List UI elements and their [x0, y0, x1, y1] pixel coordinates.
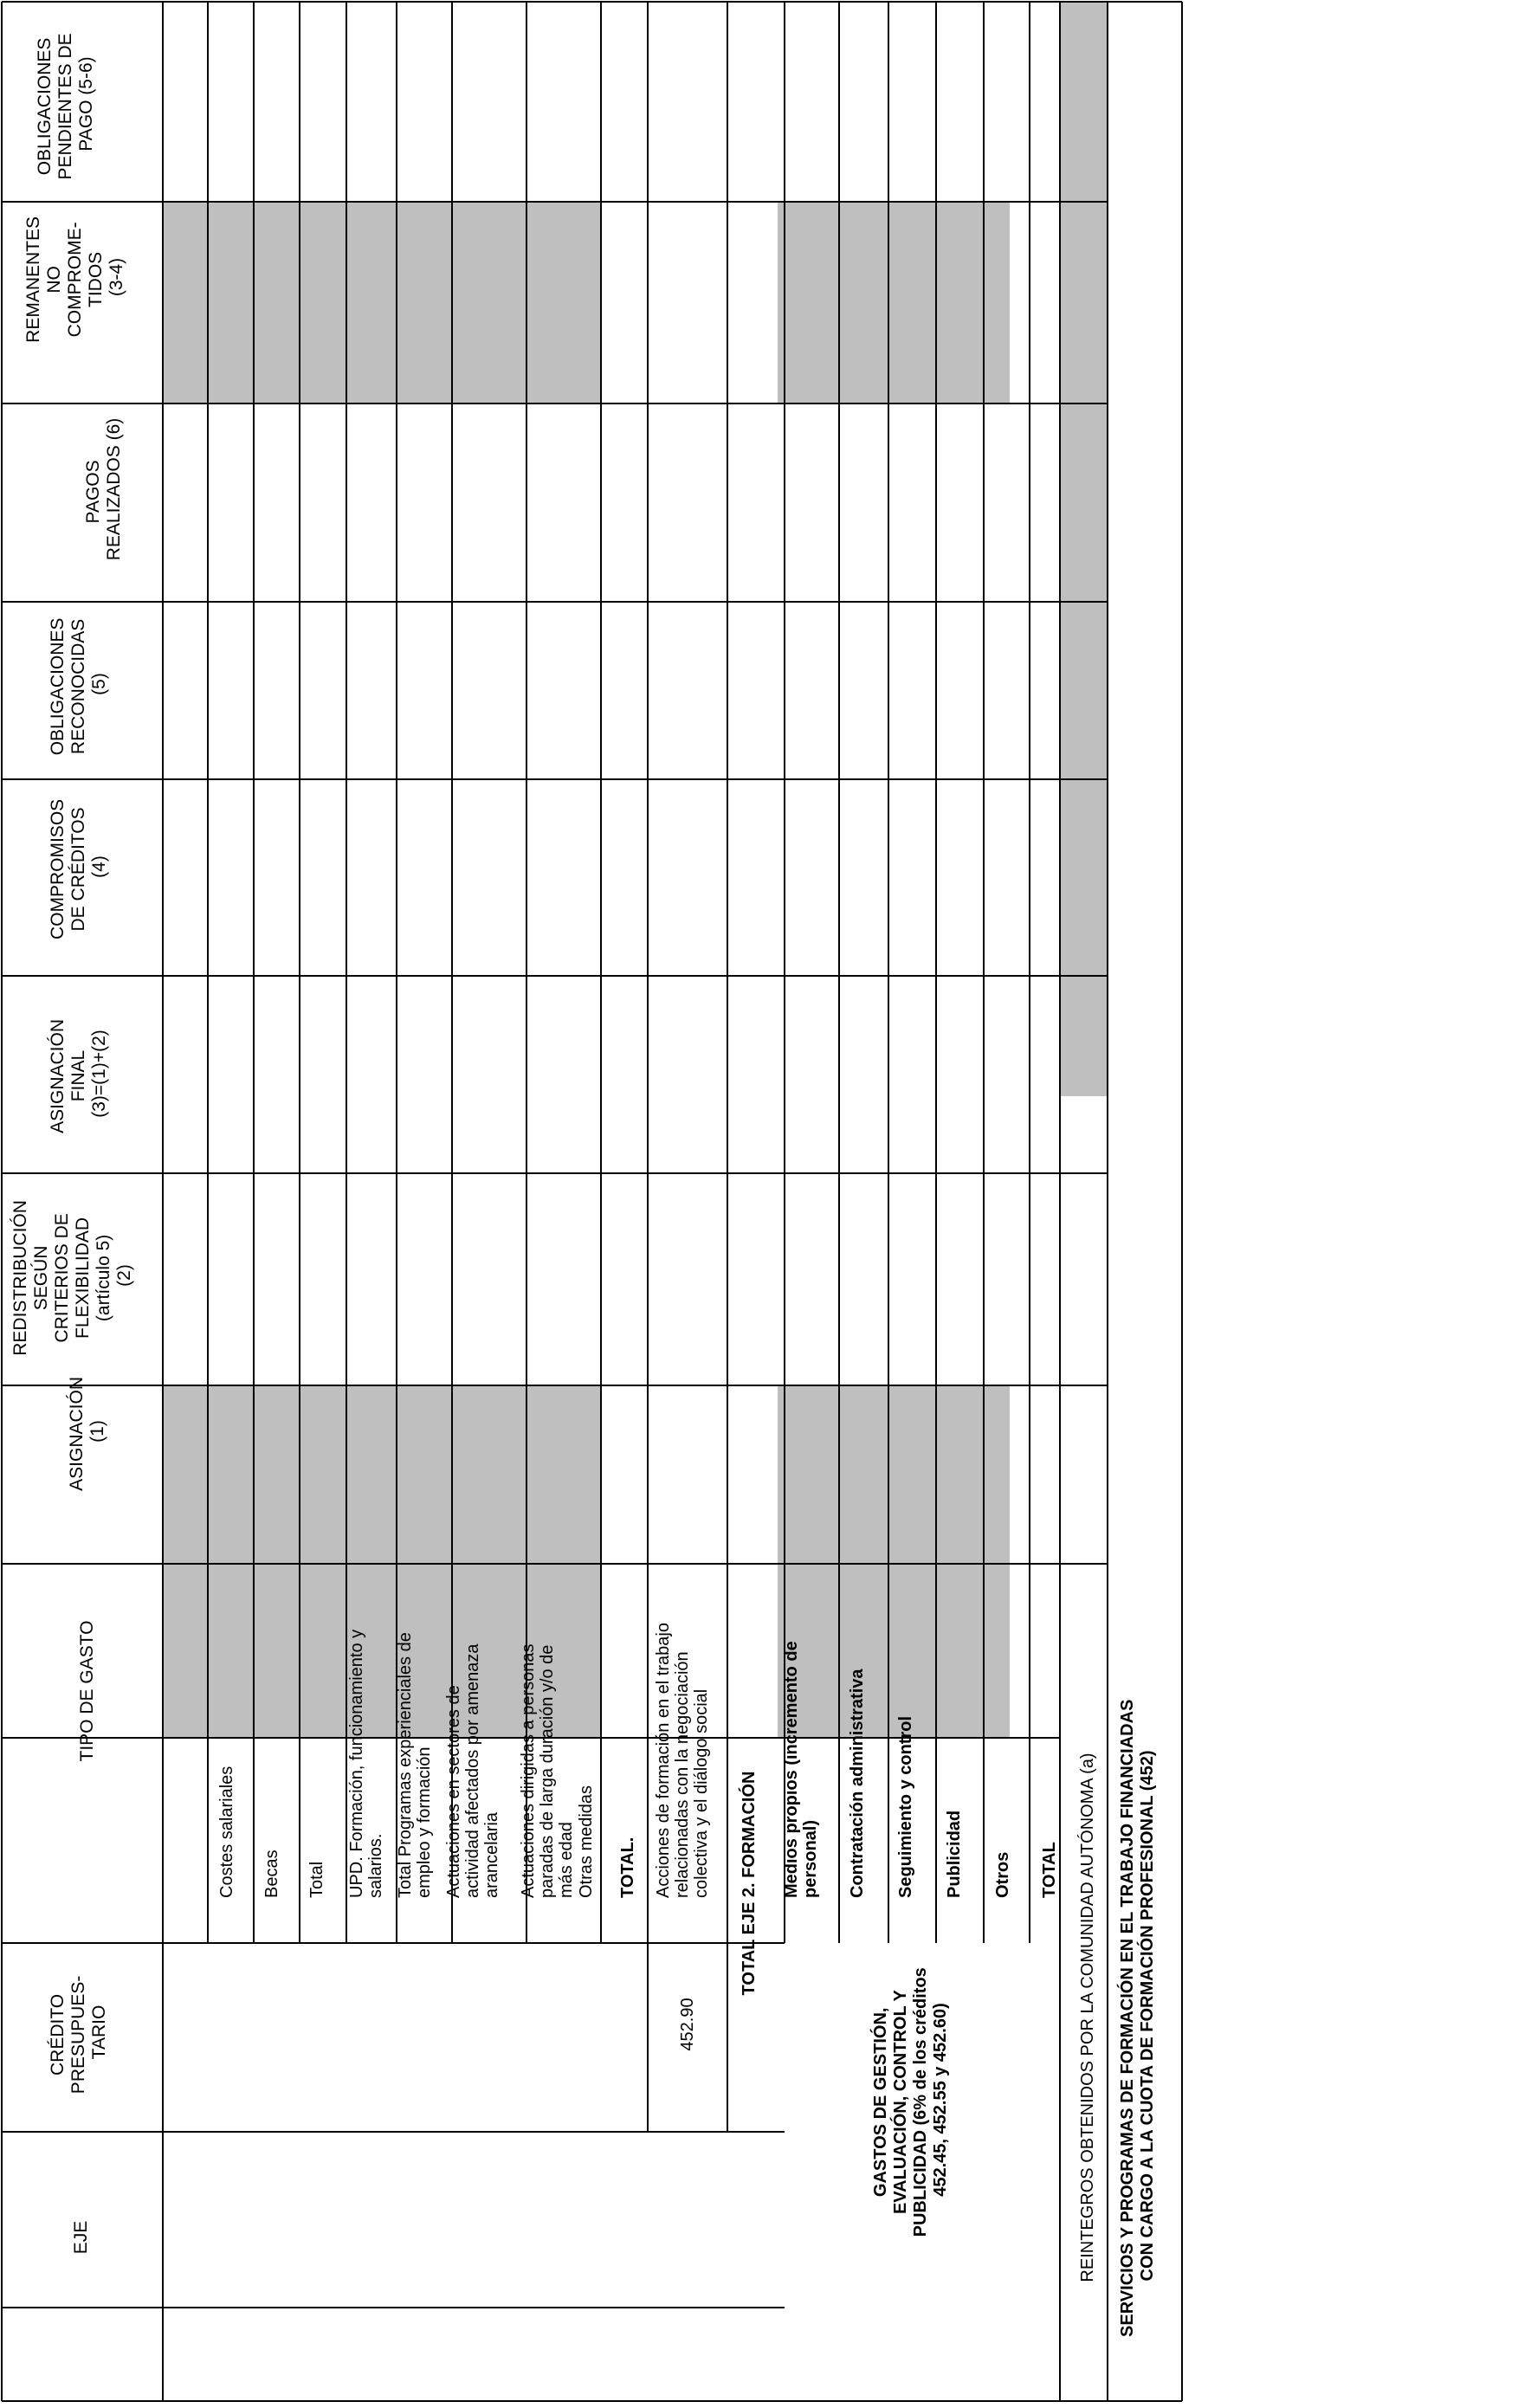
row-otros: Otros	[993, 1851, 1012, 1898]
shade-asignacion-redistribucion-final-block2	[778, 1385, 1010, 1738]
row-acciones-formacion: Acciones de formación en el trabajo relacionadas con la negociación colectiva y el diálogo social	[654, 1623, 711, 1898]
header-tipo-gasto: TIPO DE GASTO	[77, 1620, 97, 1762]
header-compromisos: COMPROMISOS DE CRÉDITOS (4)	[48, 798, 109, 940]
row-publicidad: Publicidad	[945, 1810, 964, 1898]
shaded-cells	[163, 2, 1108, 1738]
row-total-bloque: TOTAL.	[618, 1837, 637, 1898]
row-upd: UPD. Formación, funcionamiento y salarios.	[347, 1629, 385, 1898]
row-reintegros: REINTEGROS OBTENIDOS POR LA COMUNIDAD AUTÓNOMA (a)	[1078, 1753, 1097, 2282]
row-contratacion: Contratación administrativa	[848, 1669, 867, 1898]
header-pagos: PAGOS REALIZADOS (6)	[83, 417, 124, 561]
shade-remanentes-block1	[163, 202, 602, 403]
header-pendientes: OBLIGACIONES PENDIENTES DE PAGO (5-6)	[35, 33, 96, 180]
row-total-1: Total	[307, 1861, 326, 1898]
header-asignacion-final: ASIGNACIÓN FINAL (3)=(1)+(2)	[48, 1018, 109, 1133]
row-becas: Becas	[262, 1850, 281, 1898]
row-costes-salariales: Costes salariales	[217, 1766, 236, 1898]
header-asignacion: ASIGNACIÓN (1)	[67, 1376, 107, 1491]
row-medios-propios: Medios propios (incremento de personal)	[782, 1641, 820, 1898]
header-credito: CRÉDITO PRESUPUES- TARIO	[48, 1975, 109, 2095]
row-sectores-arancelaria: Actuaciones en sectores de actividad afectados por amenaza arancelaria	[444, 1643, 501, 1898]
row-seguimiento: Seguimiento y control	[896, 1715, 915, 1898]
row-programas-experienciales: Total Programas experienciales de empleo y formación	[396, 1632, 434, 1898]
credito-452-90: 452.90	[678, 1998, 697, 2051]
header-remanentes: REMANENTES NO COMPROME- TIDOS (3-4)	[23, 216, 126, 343]
shade-reintegros-row	[1060, 2, 1108, 1096]
total-eje-2: TOTAL EJE 2. FORMACIÓN	[740, 1771, 759, 1996]
header-redistribucion: REDISTRIBUCIÓN SEGÚN CRITERIOS DE FLEXIBILIDAD (artículo 5) (2)	[10, 1200, 134, 1356]
header-obligaciones: OBLIGACIONES RECONOCIDAS (5)	[48, 617, 109, 756]
row-personas-paradas: Actuaciones dirigidas a personas paradas de larga duración y/o de más edad	[519, 1643, 576, 1898]
row-total-gestion: TOTAL	[1040, 1842, 1059, 1898]
header-eje: EJE	[71, 2220, 91, 2255]
row-servicios-total: SERVICIOS Y PROGRAMAS DE FORMACIÓN EN EL TRABAJO FINANCIADAS CON CARGO A LA CUOTA DE FORMACIÓN PROFESIONAL (452)	[1118, 1699, 1157, 2337]
gastos-gestion-label: GASTOS DE GESTIÓN, EVALUACIÓN, CONTROL Y PUBLICIDAD (6% de los créditos 452.45, 452.55 y 452.60)	[871, 1967, 950, 2237]
shade-remanentes-block2	[778, 202, 1010, 403]
row-otras-medidas: Otras medidas	[577, 1785, 596, 1898]
